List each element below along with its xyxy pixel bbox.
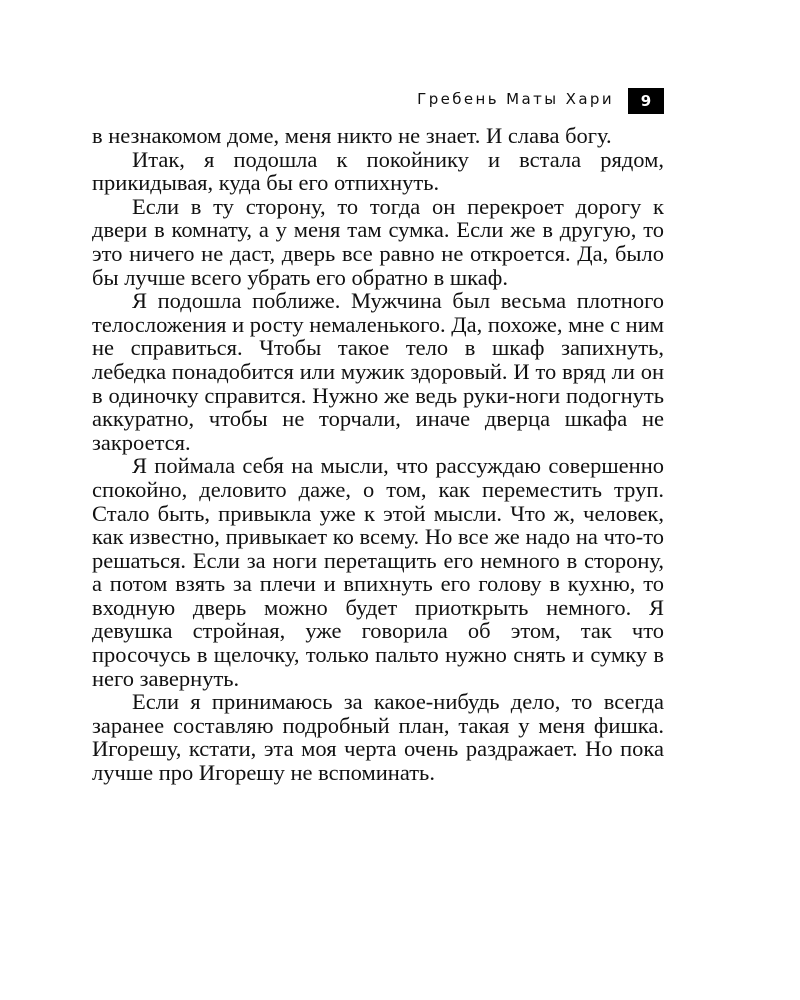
paragraph: Я поймала себя на мысли, что рассуждаю совершенно спокойно, деловито даже, о том, как переместить труп. Стало быть, привыкла уже к этой мысли. Что ж, человек, как известно, привыкает ко всему. Но все же надо на что-то решаться. Если за ноги перетащить его немного в сторону, а потом взять за плечи и впихнуть его голову в кухню, то входную дверь можно будет приоткрыть немного. Я девушка стройная, уже говорила об этом, так что просочусь в щелочку, только пальто нужно снять и сумку в него завернуть. [92, 453, 664, 691]
page-header [0, 88, 664, 114]
body-text [92, 124, 664, 785]
paragraph-continued: в незнакомом доме, меня никто не знает. И слава богу. [92, 123, 612, 148]
paragraph: Итак, я подошла к покойнику и встала рядом, прикидывая, куда бы его отпихнуть. [92, 146, 664, 196]
page-number: 9 [628, 88, 664, 114]
running-title: Гребень Маты Хари [417, 90, 614, 108]
paragraph: Если в ту сторону, то тогда он перекроет дорогу к двери в комнату, а у меня там сумка. Если же в другую, то это ничего не даст, дверь все равно не откроется. Да, было бы лучше всего убрать его обратно в шкаф. [92, 193, 664, 290]
paragraph: Если я принимаюсь за какое-нибудь дело, то всегда заранее составляю подробный план, такая у меня фишка. Игорешу, кстати, эта моя черта очень раздражает. Но пока лучше про Игорешу не вспоминать. [92, 689, 664, 786]
paragraph: Я подошла поближе. Мужчина был весьма плотного телосложения и росту немаленького. Да, похоже, мне с ним не справиться. Чтобы такое тело в шкаф запихнуть, лебедка понадобится или мужик здоровый. И то вряд ли он в одиночку справится. Нужно же ведь руки-ноги подогнуть аккуратно, чтобы не торчали, иначе дверца шкафа не закроется. [92, 288, 664, 455]
